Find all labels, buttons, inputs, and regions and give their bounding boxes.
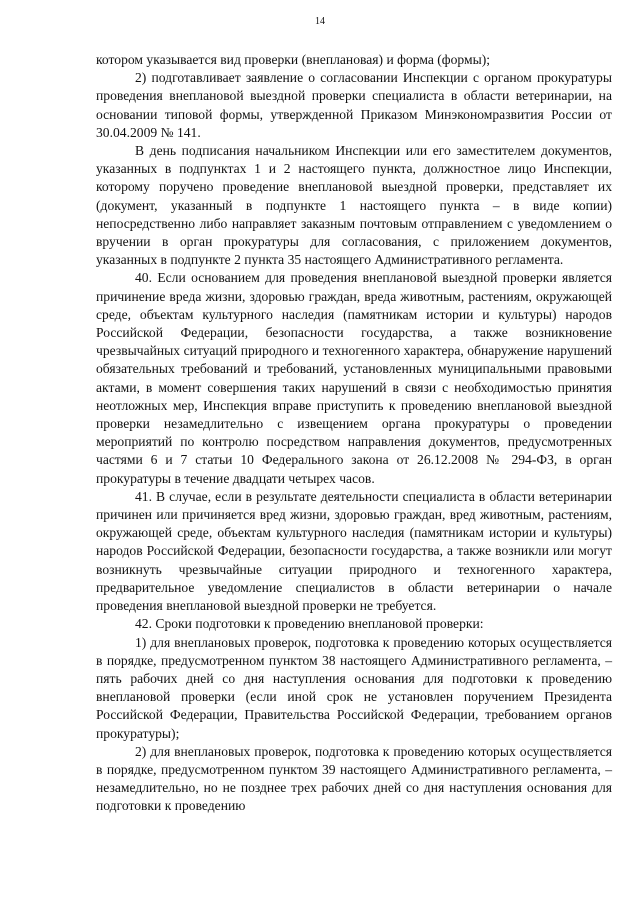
paragraph-signing-day: В день подписания начальником Инспекции или его заместителем документов, указанных в подпунктах 1 и 2 настоящего пункта, должностное лицо Инспекции, которому поручено проведение внеплановой выездной проверки, представляет их (документ, указанный в подпункте 1 настоящего пункта – в виде копии) непосредственно либо направляет заказным почтовым отправлением с уведомлением о вручении в орган прокуратуры для согласования, с приложением документов, указанных в подпункте 2 пункта 35 настоящего Административного регламента. [96,143,612,268]
subitem-2: 2) подготавливает заявление о согласовании Инспекции с органом прокуратуры проведения внеплановой выездной проверки специалиста в области ветеринарии, на основании типовой формы, утвержденной Приказом Минэкономразвития России от 30.04.2009 № 141. [96,70,612,140]
item-40: 40. Если основанием для проведения внеплановой выездной проверки является причинение вреда жизни, здоровью граждан, вреда животным, растениям, окружающей среде, объектам культурного наследия (памятникам истории и культуры) народов Российской Федерации, безопасности государства, а также возникновение чрезвычайных ситуаций природного и техногенного характера, обнаружение нарушений обязательных требований и требований, установленных муниципальными правовыми актами, в момент совершения таких нарушений в связи с необходимостью принятия неотложных мер, Инспекция вправе приступить к проведению внеплановой выездной проверки незамедлительно с извещением органа прокуратуры о проведении мероприятий по контролю посредством направления документов, предусмотренных частями 6 и 7 статьи 10 Федерального закона от 26.12.2008 № 294-ФЗ, в орган прокуратуры в течение двадцати четырех часов. [96,270,612,486]
document-body [96,51,612,816]
item-42-subitem-1: 1) для внеплановых проверок, подготовка к проведению которых осуществляется в порядке, предусмотренном пунктом 38 настоящего Административного регламента, – пять рабочих дней со дня наступления основания для подготовки к проведению внеплановой проверки (если иной срок не установлен поручением Президента Российской Федерации, Правительства Российской Федерации, требованием органов прокуратуры); [96,634,612,741]
paragraph-continuation: котором указывается вид проверки (внеплановая) и форма (формы); [96,52,491,67]
item-42: 42. Сроки подготовки к проведению внеплановой проверки: [135,616,484,632]
page-number: 14 [315,16,325,27]
item-41: 41. В случае, если в результате деятельности специалиста в области ветеринарии причинен или причиняется вред жизни, здоровью граждан, вред животным, растениям, окружающей среде, объектам культурного наследия (памятникам истории и культуры) народов Российской Федерации, безопасности государства, а также возникли или могут возникнуть чрезвычайные ситуации природного и техногенного характера, предварительное уведомление специалистов в области ветеринарии о начале проведения внеплановой выездной проверки не требуется. [96,488,612,614]
item-42-subitem-2: 2) для внеплановых проверок, подготовка к проведению которых осуществляется в порядке, предусмотренном пунктом 39 настоящего Административного регламента, – незамедлительно, но не позднее трех рабочих дней со дня наступления основания для подготовки к проведению [96,743,612,814]
